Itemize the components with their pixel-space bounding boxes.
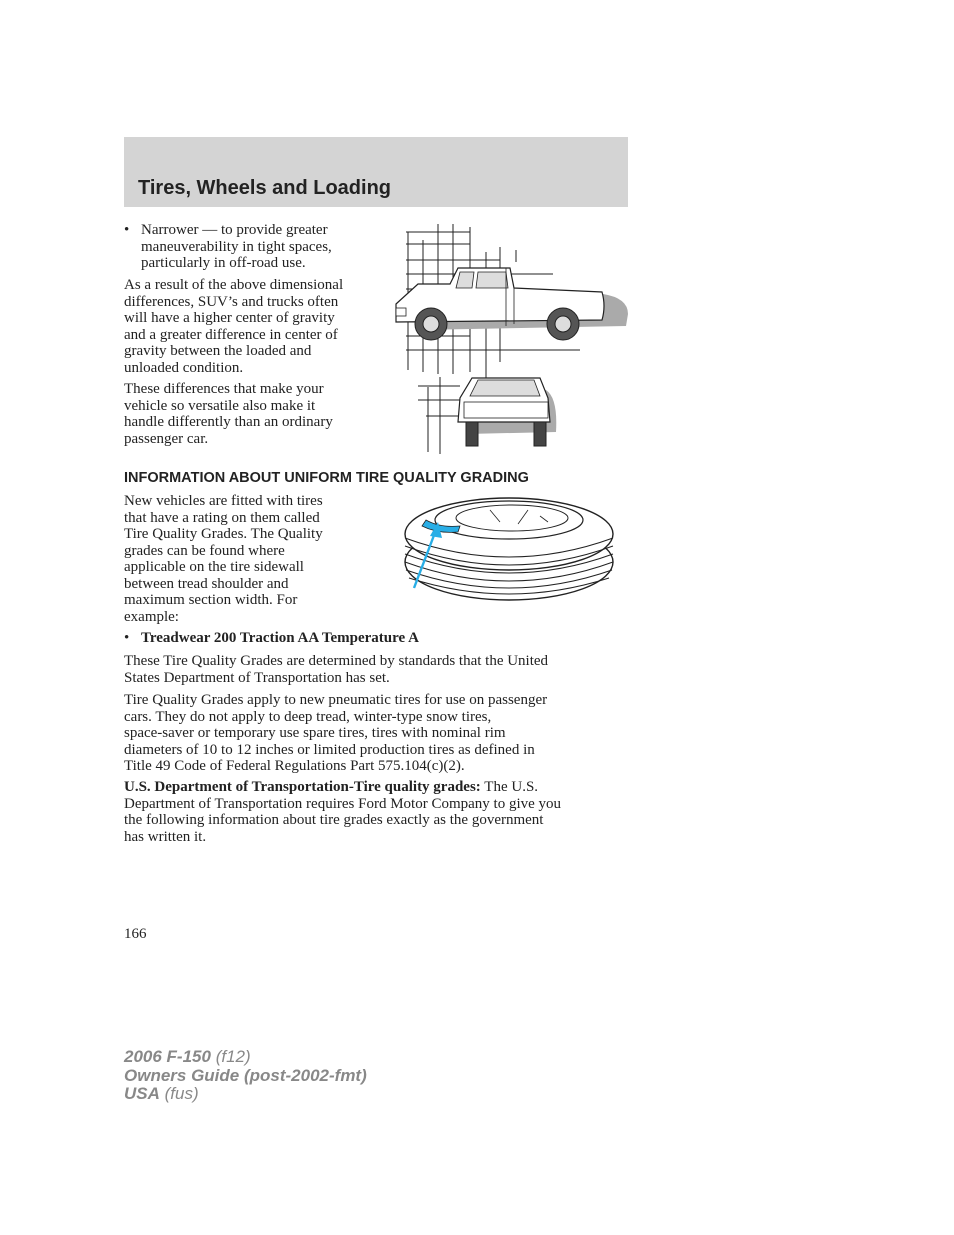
paragraph-dot-tire-quality-grades: U.S. Department of Transportation-Tire quality grades: The U.S. Department of Transportation requires Ford Motor Company to give you the following information about tire grades exactly as the government has written it. xyxy=(124,779,562,845)
document-footer: 2006 F-150 (f12) Owners Guide (post-2002-fmt) USA (fus) xyxy=(124,1047,367,1103)
paragraph-handling-differences: These differences that make your vehicle so versatile also make it handle differently than an ordinary passenger car. xyxy=(124,381,333,447)
section-header-band xyxy=(124,137,628,207)
paragraph-grades-determined: These Tire Quality Grades are determined by standards that the United States Department of Transportation has set. xyxy=(124,653,549,686)
paragraph-dimensional-differences: As a result of the above dimensional differences, SUV’s and trucks often will have a higher center of gravity and a greater difference in center of gravity between the loaded and unloaded condition. xyxy=(124,277,344,376)
uniform-tire-quality-heading: INFORMATION ABOUT UNIFORM TIRE QUALITY GRADING xyxy=(124,470,529,486)
paragraph-tire-quality-grades: New vehicles are fitted with tires that have a rating on them called Tire Quality Grades. The Quality grades can be found where applicable on the tire sidewall between tread shoulder and maximum section width. For example: xyxy=(124,493,323,625)
paragraph-grades-apply: Tire Quality Grades apply to new pneumatic tires for use on passenger cars. They do not apply to deep tread, winter-type snow tires, space-saver or temporary use spare tires, tires with nominal rim diameters of 10 to 12 inches or limited production tires as defined in Title 49 Code of Federal Regulations Part 575.104(c)(2). xyxy=(124,692,548,774)
tire-sidewall-illustration xyxy=(400,492,618,604)
section-title: Tires, Wheels and Loading xyxy=(138,177,392,199)
page-number: 166 xyxy=(124,926,147,942)
truck-center-of-gravity-illustration xyxy=(388,222,630,454)
